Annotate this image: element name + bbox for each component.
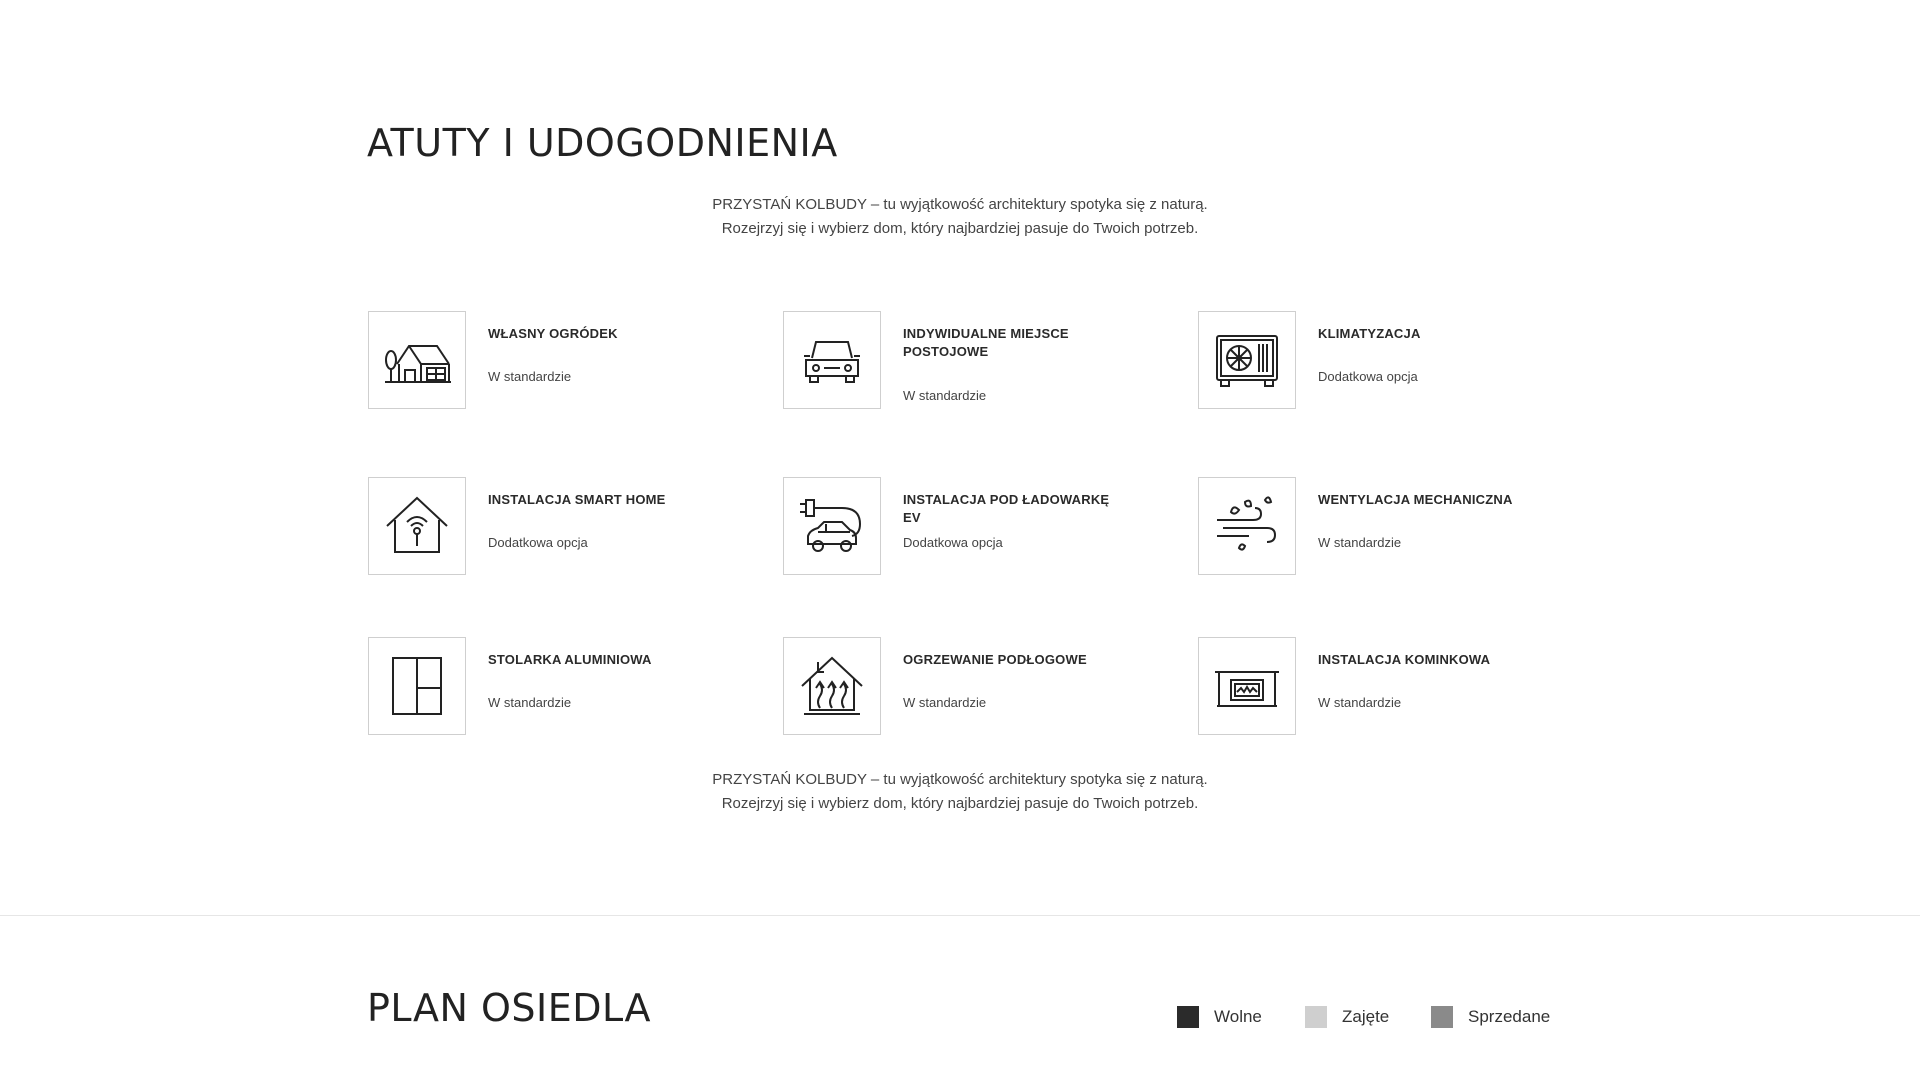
feature-title: INSTALACJA KOMINKOWA [1318,652,1491,667]
feature-item-garden [368,311,768,413]
window-icon [368,637,466,735]
feature-note: Dodatkowa opcja [488,535,588,550]
feature-title: KLIMATYZACJA [1318,326,1421,341]
feature-title: STOLARKA ALUMINIOWA [488,652,652,667]
intro-line-2: Rozejrzyj się i wybierz dom, który najbardziej pasuje do Twoich potrzeb. [721,220,1199,237]
feature-note: W standardzie [903,695,987,710]
floor-heating-icon [783,637,881,735]
outro-text [0,768,1920,816]
feature-item-floor-heating [783,637,1183,739]
legend-label: Zajęte [1342,1007,1390,1026]
feature-note: W standardzie [488,695,572,710]
car-icon [783,311,881,409]
feature-item-ev-charger [783,477,1183,579]
feature-title: WŁASNY OGRÓDEK [488,326,618,341]
feature-note: W standardzie [903,388,987,403]
plan-section-title: PLAN OSIEDLA [367,986,652,1030]
intro-text [0,193,1920,241]
feature-note: Dodatkowa opcja [903,535,1003,550]
feature-item-smart-home [368,477,768,579]
feature-title: INSTALACJA SMART HOME [488,492,666,507]
ev-charger-icon [783,477,881,575]
intro-line-1: PRZYSTAŃ KOLBUDY – tu wyjątkowość architektury spotyka się z naturą. [712,196,1208,213]
legend-item-wolne[interactable] [1177,1006,1262,1028]
section-divider [0,915,1920,916]
legend-label: Sprzedane [1468,1007,1551,1026]
legend-item-sprzedane[interactable] [1431,1006,1550,1028]
legend-swatch [1305,1006,1327,1028]
atuty-section-title: ATUTY I UDOGODNIENIA [367,121,838,165]
feature-note: W standardzie [1318,695,1402,710]
outro-line-1: PRZYSTAŃ KOLBUDY – tu wyjątkowość architektury spotyka się z naturą. [712,771,1208,788]
smart-home-icon [368,477,466,575]
outro-line-2: Rozejrzyj się i wybierz dom, który najbardziej pasuje do Twoich potrzeb. [721,795,1199,812]
feature-item-air-conditioning [1198,311,1598,413]
feature-note: W standardzie [488,369,572,384]
feature-item-parking [783,311,1183,413]
legend-swatch [1177,1006,1199,1028]
legend-label: Wolne [1214,1007,1262,1026]
wind-icon [1198,477,1296,575]
feature-note: Dodatkowa opcja [1318,369,1418,384]
feature-item-fireplace [1198,637,1598,739]
feature-title: OGRZEWANIE PODŁOGOWE [903,652,1087,667]
feature-note: W standardzie [1318,535,1402,550]
feature-item-ventilation [1198,477,1598,579]
legend-swatch [1431,1006,1453,1028]
air-conditioner-icon [1198,311,1296,409]
feature-item-aluminium-joinery [368,637,768,739]
feature-title: INDYWIDUALNE MIEJSCE POSTOJOWE [903,326,1069,359]
feature-title: INSTALACJA POD ŁADOWARKĘ EV [903,492,1110,525]
feature-title: WENTYLACJA MECHANICZNA [1318,492,1513,507]
house-garden-icon [368,311,466,409]
fireplace-icon [1198,637,1296,735]
legend-item-zajete[interactable] [1305,1006,1389,1028]
